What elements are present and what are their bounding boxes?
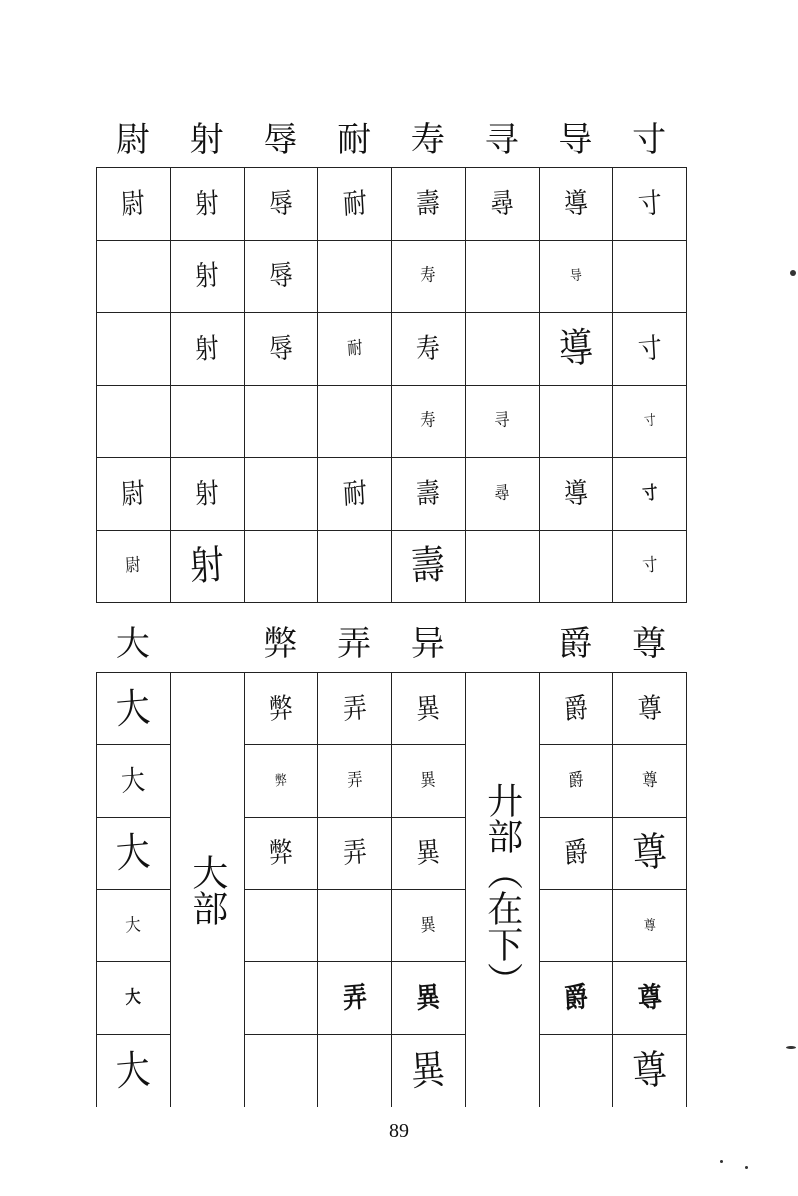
seal-glyph: 寸 [636,330,663,366]
bottom-glyph-table [96,672,687,1107]
glyph-cell [613,1035,686,1107]
seal-glyph: 寿 [420,409,437,432]
column-yi [392,673,466,1107]
glyph-cell [245,890,318,962]
scan-speck [745,1166,748,1169]
bottom-header-row [96,622,686,666]
seal-glyph: 射 [194,330,220,366]
glyph-cell [540,313,614,386]
glyph-cell [97,313,171,386]
seal-glyph: 寻 [493,409,511,432]
top-header-8: 寸 [632,120,667,160]
seal-glyph: 射 [194,475,220,511]
top-header-5: 寿 [410,120,445,160]
seal-glyph: 耐 [341,475,368,511]
bottom-header-4: 弄 [337,624,372,664]
glyph-cell [97,458,171,531]
glyph-cell [245,531,319,604]
glyph-cell [245,386,319,459]
seal-glyph: 导 [569,267,583,285]
seal-glyph: 尊 [631,1046,668,1096]
top-header-3: 辱 [263,120,298,160]
glyph-cell [171,458,245,531]
seal-glyph: 爵 [567,769,585,792]
table-row [97,458,687,531]
glyph-cell [318,168,392,241]
top-header-row [96,118,686,162]
glyph-cell [540,890,613,962]
glyph-cell [613,890,686,962]
seal-glyph: 大 [125,986,142,1009]
bottom-header-3: 弊 [263,624,298,664]
seal-glyph: 異 [415,835,442,871]
seal-glyph: 爵 [562,690,589,726]
seal-glyph: 辱 [267,258,294,294]
glyph-cell [318,531,392,604]
glyph-cell [613,386,687,459]
seal-glyph: 大 [115,828,152,878]
table-row [97,168,687,241]
seal-glyph: 寸 [643,412,657,430]
seal-glyph: 弄 [341,835,368,871]
glyph-cell [97,818,170,890]
glyph-cell [540,673,613,745]
glyph-cell [245,745,318,817]
seal-glyph: 異 [415,980,442,1015]
glyph-cell [466,313,540,386]
column-jue [540,673,614,1107]
glyph-cell [318,1035,391,1107]
seal-glyph: 尊 [641,769,658,792]
glyph-cell [613,168,687,241]
glyph-cell [245,313,319,386]
table-row [97,531,687,604]
seal-glyph: 壽 [415,185,442,221]
seal-glyph: 壽 [410,541,447,591]
glyph-cell [245,1035,318,1107]
seal-glyph: 尊 [636,980,663,1015]
seal-glyph: 導 [562,185,589,221]
seal-glyph: 導 [562,475,589,511]
glyph-cell [318,241,392,314]
glyph-cell [540,386,614,459]
top-glyph-table [96,167,687,603]
top-header-4: 耐 [337,120,372,160]
glyph-cell [613,673,686,745]
seal-glyph: 弊 [274,772,288,790]
glyph-cell [171,241,245,314]
glyph-cell [392,890,465,962]
glyph-cell [318,962,391,1034]
bottom-header-7: 爵 [558,624,593,664]
seal-glyph: 異 [410,1046,447,1096]
glyph-cell [245,962,318,1034]
seal-glyph: 尊 [636,690,663,726]
top-header-6: 寻 [484,120,519,160]
scan-speck [786,1046,796,1049]
glyph-cell [540,458,614,531]
seal-glyph: 射 [194,185,220,221]
top-header-1: 尉 [115,120,150,160]
glyph-cell [540,962,613,1034]
glyph-cell [245,673,318,745]
glyph-cell [392,673,465,745]
glyph-cell [97,531,171,604]
bottom-header-5: 异 [410,624,445,664]
glyph-cell [318,673,391,745]
table-row [97,386,687,459]
glyph-cell [613,313,687,386]
glyph-cell [392,962,465,1034]
glyph-cell [540,531,614,604]
bottom-header-2 [170,622,244,666]
glyph-cell [245,458,319,531]
seal-glyph: 寿 [420,264,437,287]
bottom-header-8: 尊 [632,624,667,664]
seal-glyph: 異 [420,914,437,937]
seal-glyph: 大 [115,1046,152,1096]
glyph-cell [171,313,245,386]
table-row [97,241,687,314]
glyph-cell [245,818,318,890]
glyph-cell [466,531,540,604]
glyph-cell [466,386,540,459]
glyph-cell [318,458,392,531]
glyph-cell [540,1035,613,1107]
bottom-header-1: 大 [115,624,150,664]
seal-glyph: 大 [115,684,152,733]
glyph-cell [97,241,171,314]
glyph-cell [392,313,466,386]
column-da [97,673,171,1107]
glyph-cell [392,745,465,817]
seal-glyph: 尊 [631,828,668,878]
glyph-cell [97,168,171,241]
glyph-cell [613,818,686,890]
glyph-cell [392,241,466,314]
seal-glyph: 寸 [641,554,658,577]
seal-glyph: 辱 [267,330,294,366]
column-nong [318,673,392,1107]
seal-glyph: 爵 [562,835,589,871]
column-bi [245,673,319,1107]
glyph-cell [97,890,170,962]
glyph-cell [613,745,686,817]
glyph-cell [613,458,687,531]
glyph-cell [171,531,245,604]
bottom-header-6 [465,622,539,666]
seal-glyph: 尉 [125,554,142,577]
radical-label-gong: 廾部（在下） [481,782,523,998]
seal-glyph: 異 [415,690,442,726]
glyph-cell [613,962,686,1034]
glyph-cell [392,168,466,241]
table-row [97,313,687,386]
seal-glyph: 壽 [415,475,442,511]
scan-speck [720,1160,723,1163]
scan-speck [790,270,796,276]
glyph-cell [318,745,391,817]
glyph-cell [97,962,170,1034]
glyph-cell [540,745,613,817]
glyph-cell [171,168,245,241]
glyph-cell [613,531,687,604]
seal-glyph: 弊 [267,835,294,871]
seal-glyph: 弄 [341,690,368,726]
seal-glyph: 尉 [120,185,147,221]
seal-glyph: 耐 [341,185,368,221]
glyph-cell [540,818,613,890]
seal-glyph: 異 [420,769,437,792]
seal-glyph: 尋 [489,185,515,221]
seal-glyph: 弊 [267,690,294,726]
seal-glyph: 弄 [341,980,368,1015]
glyph-cell [540,168,614,241]
glyph-cell [97,673,170,745]
glyph-cell [392,1035,465,1107]
glyph-cell [466,168,540,241]
seal-glyph: 辱 [267,185,294,221]
seal-glyph: 大 [125,914,142,937]
radical-gong-column [466,673,540,1107]
glyph-cell [466,458,540,531]
seal-glyph: 大 [120,763,147,798]
seal-glyph: 尉 [120,475,147,511]
glyph-cell [613,241,687,314]
seal-glyph: 寸 [636,185,663,221]
seal-glyph: 射 [194,258,220,294]
seal-glyph: 爵 [562,980,589,1015]
seal-glyph: 寿 [415,330,442,366]
glyph-cell [318,818,391,890]
seal-glyph: 導 [557,324,595,374]
glyph-cell [318,386,392,459]
seal-glyph: 尋 [493,482,511,505]
seal-glyph: 弄 [346,769,363,792]
seal-glyph: 射 [188,541,226,591]
glyph-cell [392,458,466,531]
glyph-cell [245,241,319,314]
glyph-cell [97,386,171,459]
glyph-cell [97,745,170,817]
glyph-cell [392,386,466,459]
glyph-cell [171,386,245,459]
glyph-cell [97,1035,170,1107]
glyph-cell [466,241,540,314]
seal-glyph: 耐 [346,337,363,360]
glyph-cell [392,531,466,604]
glyph-cell [392,818,465,890]
glyph-cell [318,890,391,962]
page-number: 89 [389,1120,409,1142]
glyph-cell [318,313,392,386]
radical-da-column [171,673,245,1107]
column-zun [613,673,687,1107]
seal-glyph: 寸 [641,482,658,505]
top-header-7: 导 [558,120,593,160]
radical-label-da: 大部 [186,854,228,926]
glyph-cell [540,241,614,314]
seal-glyph: 尊 [643,917,657,935]
top-header-2: 射 [189,120,224,160]
glyph-cell [245,168,319,241]
